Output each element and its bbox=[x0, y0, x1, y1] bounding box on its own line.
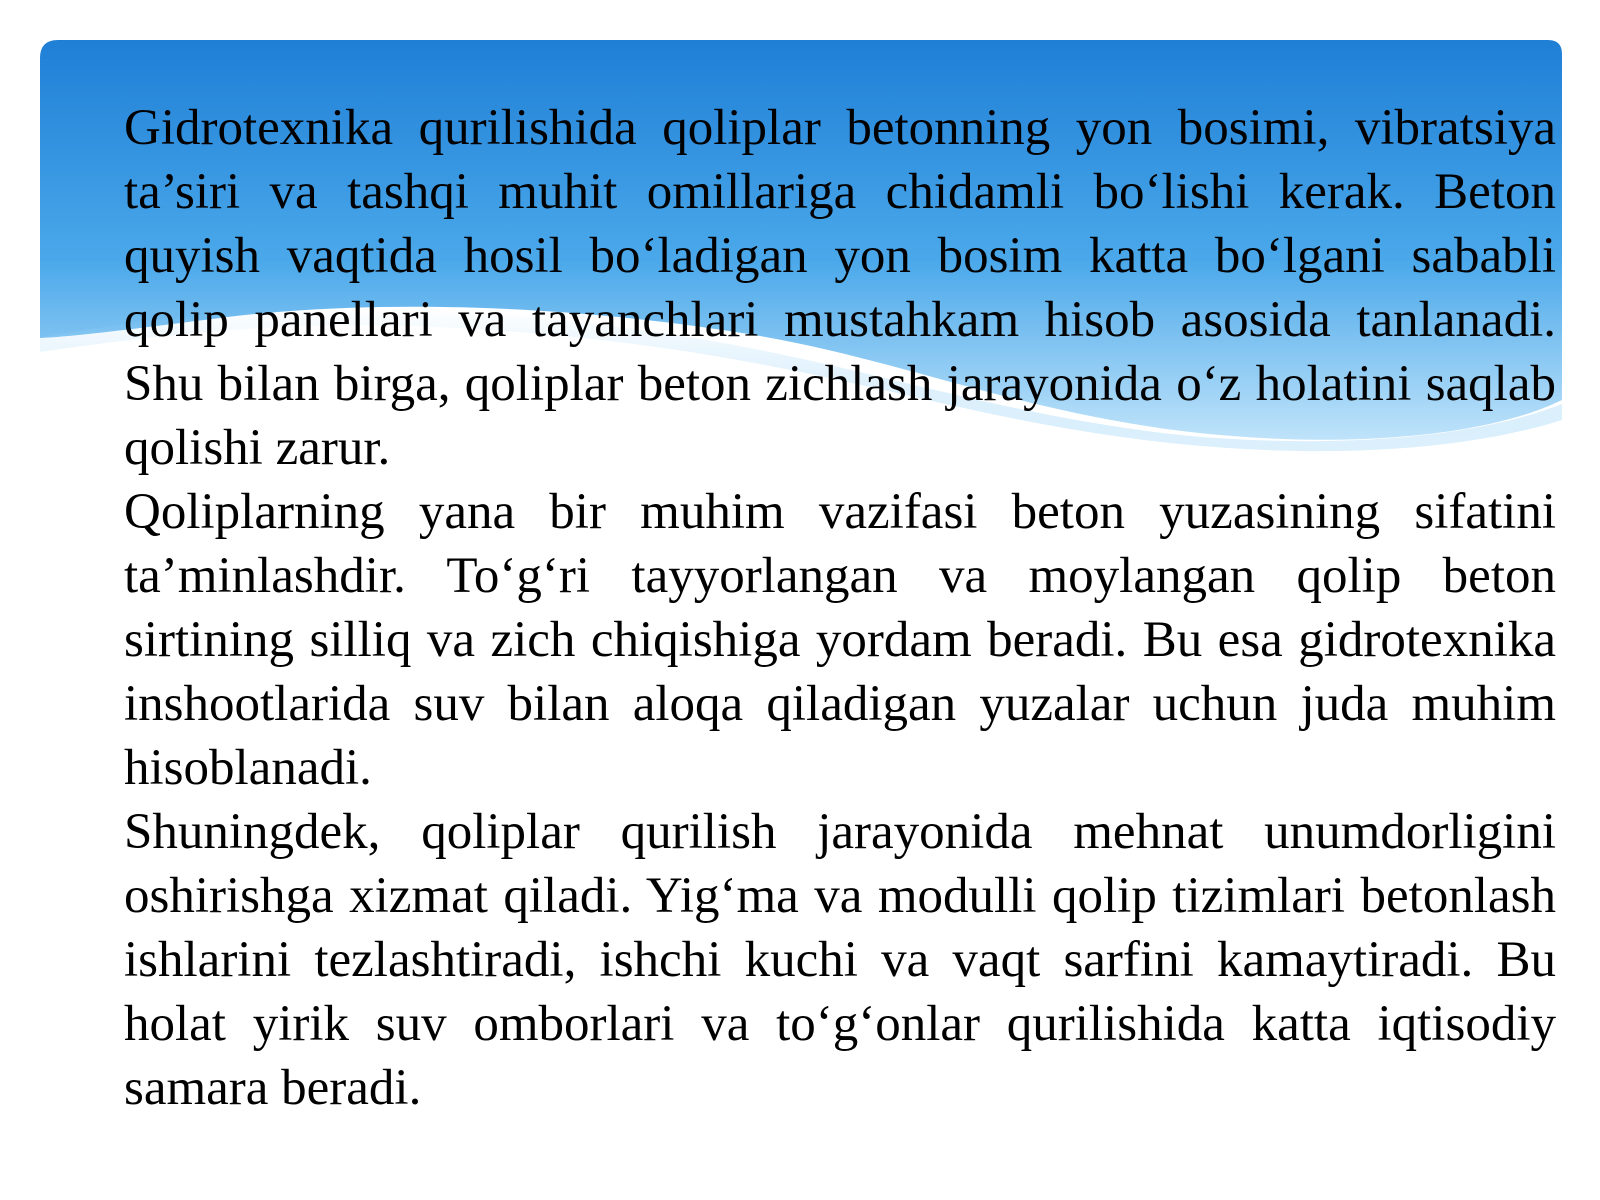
body-text bbox=[124, 96, 1556, 1120]
paragraph-2: Qoliplarning yana bir muhim vazifasi beton yuzasining sifatini ta’minlashdir. To‘g‘ri tayyorlangan va moylangan qolip beton sirtining silliq va zich chiqishiga yordam beradi. Bu esa gidrotexnika inshootlarida suv bilan aloqa qiladigan yuzalar uchun juda muhim hisoblanadi. bbox=[124, 484, 1556, 796]
paragraph-1: Gidrotexnika qurilishida qoliplar betonning yon bosimi, vibratsiya ta’siri va tashqi muhit omillariga chidamli bo‘lishi kerak. Beton quyish vaqtida hosil bo‘ladigan yon bosim katta bo‘lgani sababli qolip panellari va tayanchlari mustahkam hisob asosida tanlanadi. Shu bilan birga, qoliplar beton zichlash jarayonida o‘z holatini saqlab qolishi zarur. bbox=[124, 100, 1556, 476]
paragraph-3: Shuningdek, qoliplar qurilish jarayonida mehnat unumdorligini oshirishga xizmat qiladi. Yig‘ma va modulli qolip tizimlari betonlash ishlarini tezlashtiradi, ishchi kuchi va vaqt sarfini kamaytiradi. Bu holat yirik suv omborlari va to‘g‘onlar qurilishida katta iqtisodiy samara beradi. bbox=[124, 804, 1556, 1116]
